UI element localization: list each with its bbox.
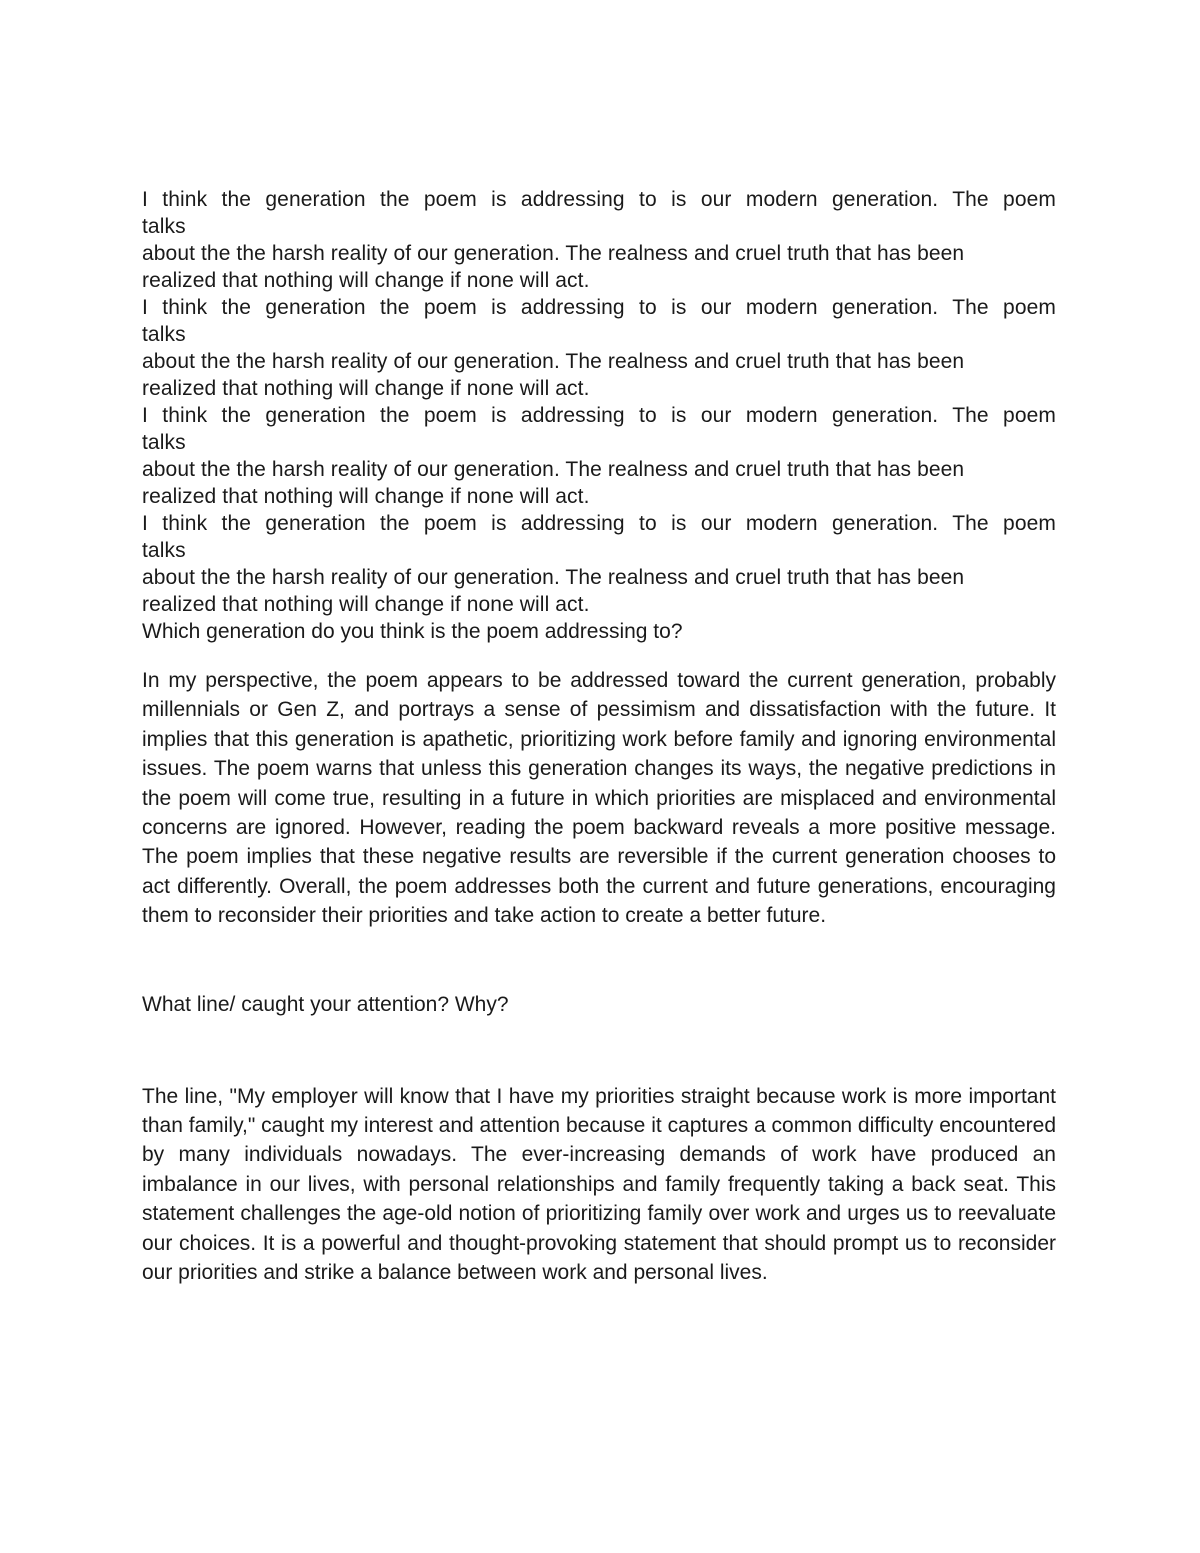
intro-text-block	[142, 186, 1056, 618]
question-generation: Which generation do you think is the poem addressing to?	[142, 620, 683, 643]
text-line: I think the generation the poem is addressing to is our modern generation. The poem	[142, 188, 1056, 211]
text-line: about the the harsh reality of our generation. The realness and cruel truth that has been	[142, 566, 965, 589]
text-line: about the the harsh reality of our generation. The realness and cruel truth that has been	[142, 350, 965, 373]
text-line: talks	[142, 323, 186, 346]
text-line: talks	[142, 539, 186, 562]
text-line: realized that nothing will change if none will act.	[142, 485, 590, 508]
text-line: about the the harsh reality of our generation. The realness and cruel truth that has been	[142, 458, 965, 481]
text-line: talks	[142, 431, 186, 454]
answer-generation: In my perspective, the poem appears to be addressed toward the current generation, probably millennials or Gen Z, and portrays a sense of pessimism and dissatisfaction with the future. It implies that this generation is apathetic, prioritizing work before family and ignoring environmental issues. The poem warns that unless this generation changes its ways, the negative predictions in the poem will come true, resulting in a future in which priorities are misplaced and environmental concerns are ignored. However, reading the poem backward reveals a more positive message. The poem implies that these negative results are reversible if the current generation chooses to act differently. Overall, the poem addresses both the current and future generations, encouraging them to reconsider their priorities and take action to create a better future.	[142, 669, 1056, 928]
text-line: realized that nothing will change if none will act.	[142, 269, 590, 292]
text-line: I think the generation the poem is addressing to is our modern generation. The poem	[142, 512, 1056, 535]
document-body	[142, 186, 1056, 1288]
text-line: realized that nothing will change if none will act.	[142, 377, 590, 400]
text-line: I think the generation the poem is addressing to is our modern generation. The poem	[142, 296, 1056, 319]
text-line: realized that nothing will change if none will act.	[142, 593, 590, 616]
text-line: about the the harsh reality of our generation. The realness and cruel truth that has been	[142, 242, 965, 265]
text-line: I think the generation the poem is addressing to is our modern generation. The poem	[142, 404, 1056, 427]
answer-line-attention: The line, "My employer will know that I have my priorities straight because work is more important than family," caught my interest and attention because it captures a common difficulty encountered by many individuals nowadays. The ever-increasing demands of work have produced an imbalance in our lives, with personal relationships and family frequently taking a back seat. This statement challenges the age-old notion of prioritizing family over work and urges us to reevaluate our choices. It is a powerful and thought-provoking statement that should prompt us to reconsider our priorities and strike a balance between work and personal lives.	[142, 1084, 1056, 1285]
question-line-attention: What line/ caught your attention? Why?	[142, 992, 509, 1016]
text-line: talks	[142, 215, 186, 238]
